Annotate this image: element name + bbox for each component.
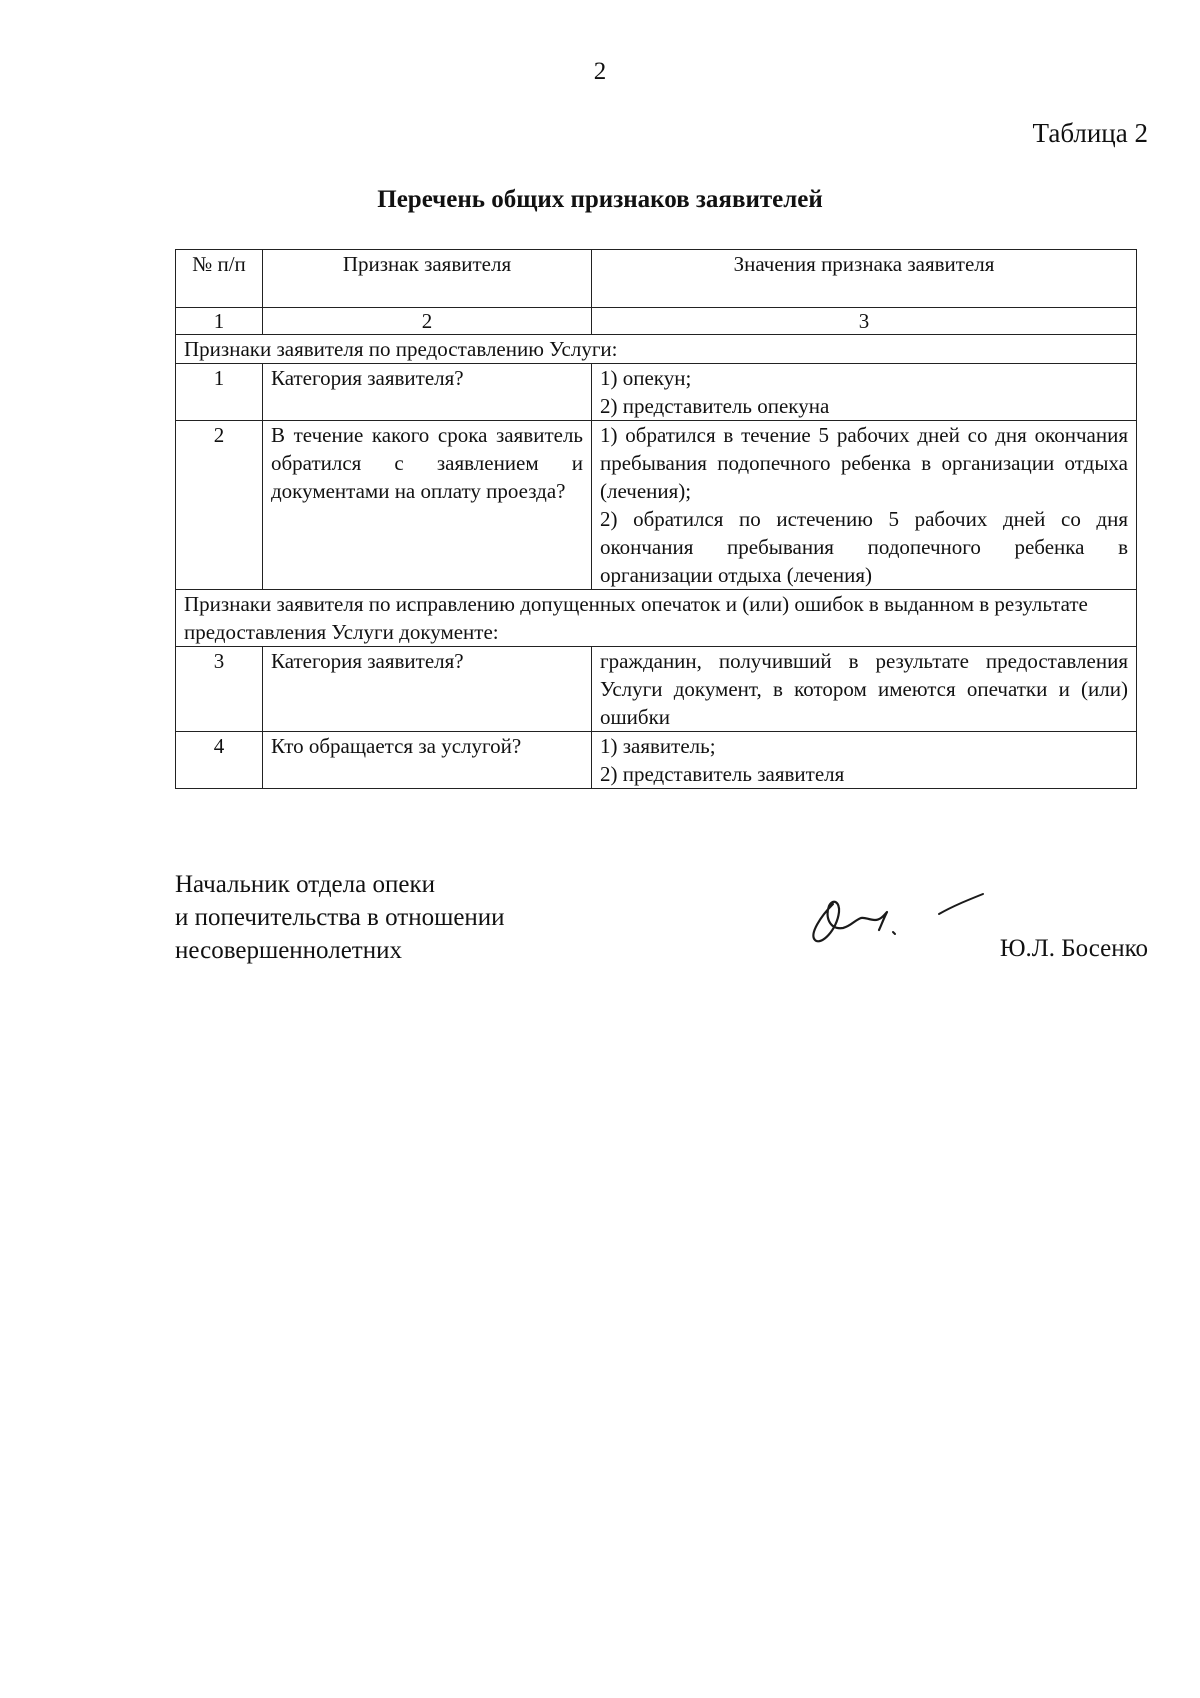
column-index: 3 [592, 308, 1137, 335]
row-sign: Категория заявителя? [263, 647, 592, 732]
column-index: 1 [176, 308, 263, 335]
row-values [592, 421, 1137, 590]
section-heading-service: Признаки заявителя по предоставлению Услуги: [176, 335, 1137, 364]
table-row [176, 647, 1137, 732]
row-values [592, 647, 1137, 732]
column-index-row [176, 308, 1137, 335]
value-line: 1) обратился в течение 5 рабочих дней со дня окончания пребывания подопечного ребенка в организации отдыха (лечения); [600, 423, 1128, 503]
header-sign: Признак заявителя [263, 250, 592, 308]
value-line: 1) заявитель; [600, 734, 716, 758]
page-number: 2 [593, 58, 607, 85]
row-values [592, 732, 1137, 789]
column-index: 2 [263, 308, 592, 335]
value-line: 2) представитель заявителя [600, 762, 845, 786]
row-sign: Кто обращается за услугой? [263, 732, 592, 789]
position-line: и попечительства в отношении [175, 904, 505, 931]
table-label: Таблица 2 [1032, 118, 1148, 148]
row-number: 2 [176, 421, 263, 590]
row-number: 3 [176, 647, 263, 732]
table-row [176, 364, 1137, 421]
value-line: гражданин, получивший в результате предоставления Услуги документ, в котором имеются опечатки и (или) ошибки [600, 649, 1128, 729]
signatory-name: Ю.Л. Босенко [999, 935, 1148, 962]
header-number: № п/п [176, 250, 263, 308]
section-heading-corrections: Признаки заявителя по исправлению допущенных опечаток и (или) ошибок в выданном в результате предоставления Услуги документе: [176, 590, 1137, 647]
table-row [176, 421, 1137, 590]
table-header-row [176, 250, 1137, 308]
value-line: 1) опекун; [600, 366, 692, 390]
handwritten-signature-icon [803, 890, 993, 950]
section-row [176, 335, 1137, 364]
header-values: Значения признака заявителя [592, 250, 1137, 308]
document-title: Перечень общих признаков заявителей [377, 186, 823, 213]
row-sign: Категория заявителя? [263, 364, 592, 421]
value-line: 2) представитель опекуна [600, 394, 830, 418]
signatory-position [175, 868, 505, 967]
position-line: несовершеннолетних [175, 937, 402, 964]
applicant-features-table [175, 249, 1137, 789]
table-row [176, 732, 1137, 789]
row-number: 4 [176, 732, 263, 789]
row-number: 1 [176, 364, 263, 421]
row-values [592, 364, 1137, 421]
row-sign: В течение какого срока заявитель обратился с заявлением и документами на оплату проезда? [263, 421, 592, 590]
value-line: 2) обратился по истечению 5 рабочих дней со дня окончания пребывания подопечного ребенка в организации отдыха (лечения) [600, 507, 1128, 587]
section-row [176, 590, 1137, 647]
position-line: Начальник отдела опеки [175, 871, 435, 898]
